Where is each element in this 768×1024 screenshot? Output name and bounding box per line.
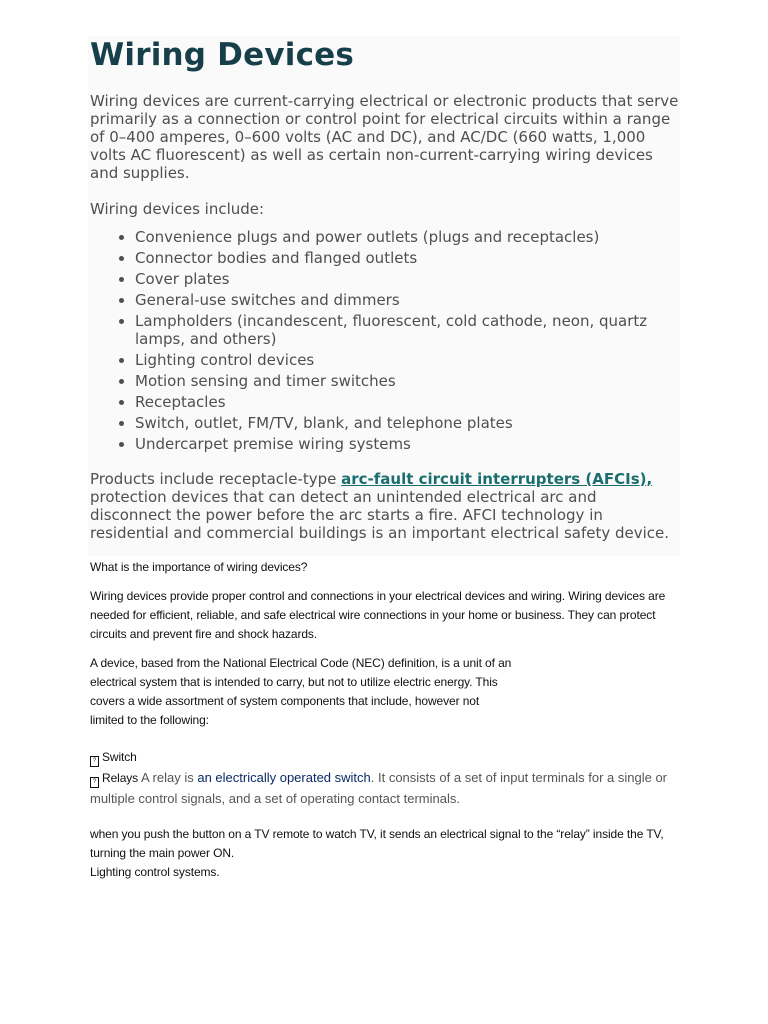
relays-label: Relays: [102, 771, 139, 785]
list-item: • Switch, outlet, FM/TV, blank, and telephone plates: [135, 414, 680, 432]
importance-answer: Wiring devices provide proper control and connections in your electrical devices and wiring. Wiring devices are needed for efficient, reliable, and safe electrical wire connections in your home or business. They can protect circuits and prevent fire and shock hazards.: [90, 589, 666, 641]
missing-glyph-icon: ?: [90, 777, 99, 788]
devices-list: [90, 228, 680, 453]
relay-definition-link[interactable]: an electrically operated switch: [197, 770, 371, 785]
switch-item: [90, 748, 680, 767]
afci-link[interactable]: arc-fault circuit interrupters (AFCIs),: [341, 470, 653, 488]
page-title: Wiring Devices: [90, 37, 355, 73]
products-text-before: Products include receptacle-type: [90, 470, 342, 488]
tv-text: when you push the button on a TV remote to watch TV, it sends an electrical signal to the “relay” inside the TV, turning the main power ON.: [90, 827, 664, 860]
lighting-text: Lighting control systems.: [90, 865, 220, 879]
list-item: • Lampholders (incandescent, fluorescent, cold cathode, neon, quartz lamps, and others): [135, 312, 680, 348]
relay-definition-after: . It consists of a set of input terminals for a single or multiple control signals, and a set of operating contact terminals.: [90, 770, 668, 806]
relays-item: [90, 767, 680, 808]
list-item: • Receptacles: [135, 393, 680, 411]
tv-example: [90, 825, 680, 882]
list-item: • General-use switches and dimmers: [135, 291, 680, 309]
intro-paragraph: Wiring devices are current-carrying electrical or electronic products that serve primarily as a connection or control point for electrical circuits within a range of 0–400 amperes, 0–600 volts (AC and DC), and AC/DC (660 watts, 1,000 volts AC fluorescent) as well as certain non-current-carrying wiring devices and supplies.: [90, 92, 679, 182]
list-item: • Connector bodies and flanged outlets: [135, 249, 680, 267]
list-item: • Lighting control devices: [135, 351, 680, 369]
relay-definition-before: A relay is: [138, 770, 198, 785]
list-item: • Convenience plugs and power outlets (plugs and receptacles): [135, 228, 680, 246]
list-item: • Motion sensing and timer switches: [135, 372, 680, 390]
nec-definition: A device, based from the National Electrical Code (NEC) definition, is a unit of an electrical system that is intended to carry, but not to utilize electric energy. This covers a wide assortment of system components that include, however not limited to the following:: [90, 656, 512, 727]
document-content: [90, 36, 680, 882]
list-item: • Undercarpet premise wiring systems: [135, 435, 680, 453]
list-item: • Cover plates: [135, 270, 680, 288]
products-text-after: protection devices that can detect an unintended electrical arc and disconnect the power before the arc starts a fire. AFCI technology in residential and commercial buildings is an important electrical safety device.: [90, 488, 670, 542]
missing-glyph-icon: ?: [90, 756, 99, 767]
include-heading: Wiring devices include:: [90, 200, 265, 218]
products-paragraph: [90, 470, 680, 542]
switch-label: Switch: [102, 750, 137, 764]
device-items: [90, 748, 680, 808]
importance-question: What is the importance of wiring devices?: [90, 560, 308, 574]
